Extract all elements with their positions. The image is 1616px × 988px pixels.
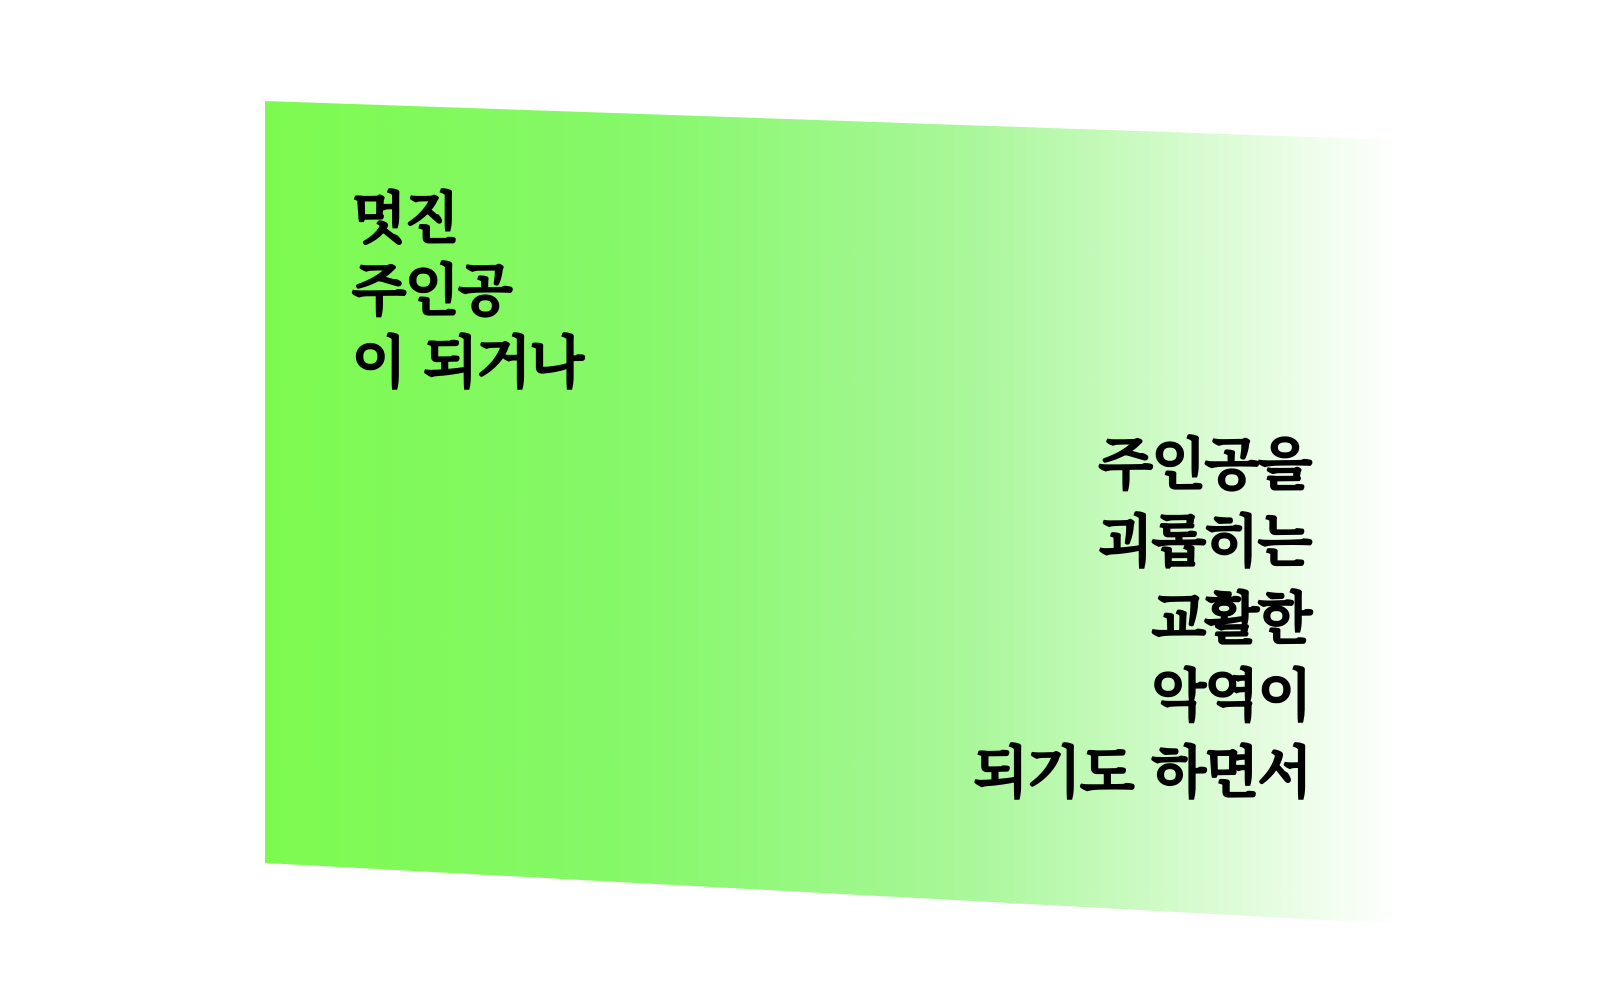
right-text-block [974,427,1311,812]
right-line-3: 교활한 [1151,587,1311,652]
left-line-3: 이 되거나 [352,331,583,396]
right-line-4: 악역이 [1151,664,1311,729]
left-text-block [352,184,583,400]
right-line-2: 괴롭히는 [1098,510,1311,575]
left-line-1: 멋진 [352,187,459,252]
right-line-1: 주인공을 [1098,433,1311,498]
right-line-5: 되기도 하면서 [973,741,1311,806]
left-line-2: 주인공 [352,259,512,324]
